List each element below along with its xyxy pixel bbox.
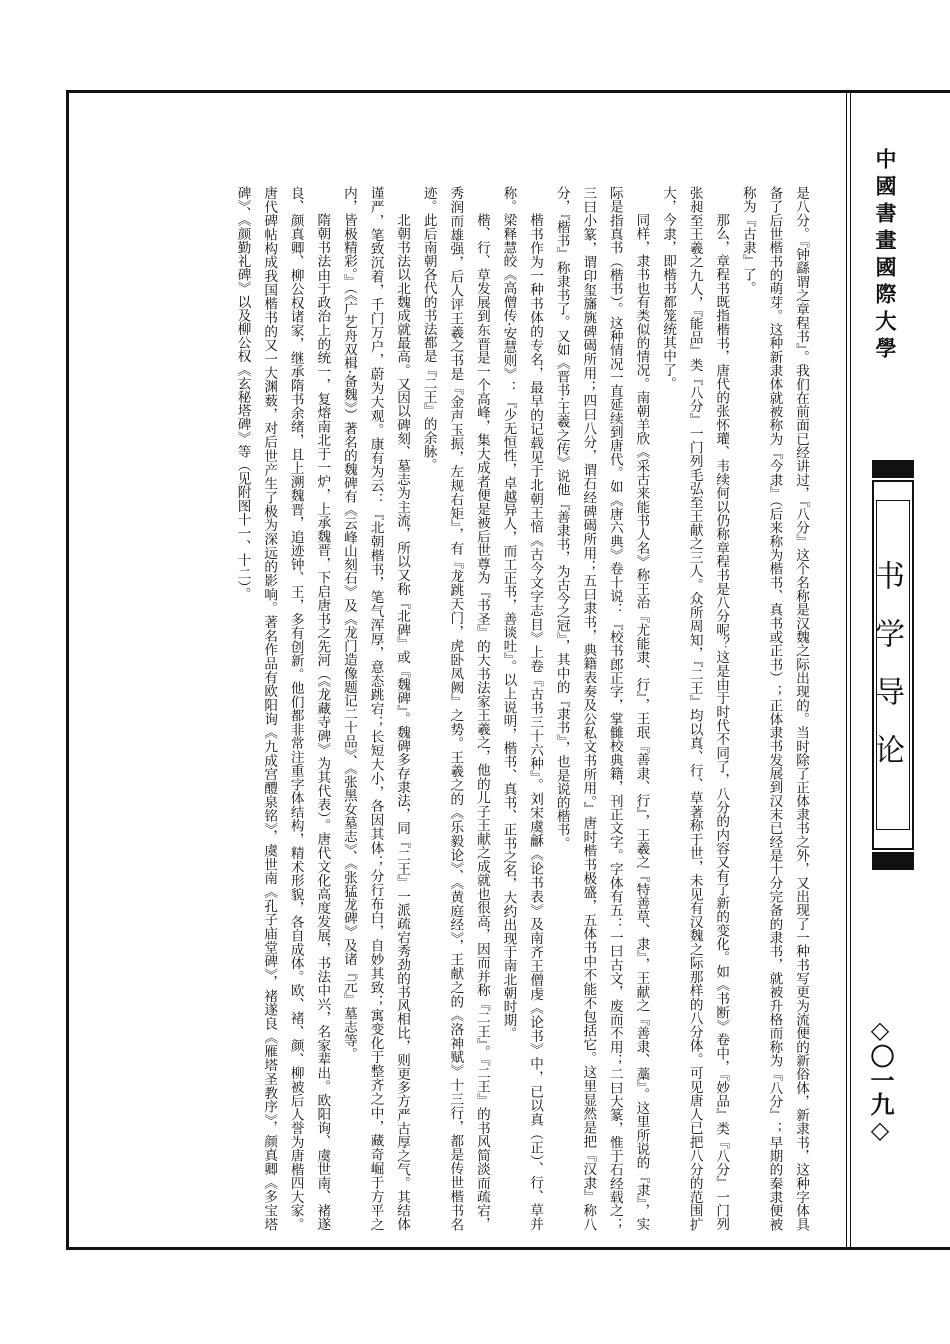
- frame-divider-line-inner: [850, 90, 851, 1250]
- paragraph: 是八分。『钟繇谓之章程书』。我们在前面已经讲过，『八分』这个名称是汉魏之际出现的。当时除了正体隶书之外，又出现了一种书写更为流便的新俗体，新隶书，这种字体具备了后世楷书的萌芽。这种新隶体就被称为『今隶』（后来称为楷书、真书或正书）；正体隶书发展到汉末已经是十分完备的隶书，就被升格而称为『八分』；早期的秦隶便被称为『古隶』了。: [739, 186, 809, 1231]
- university-header: 中國書畫國際大學: [873, 148, 897, 364]
- paragraph: 楷书作为一种书体的专名，最早的记载见于北朝王愔《古今文字志目》上卷『古书三十六种』。刘宋虞龢《论书表》及南齐王僧虔《论书》中，已以真（正）、行、草并称。梁释慧皎《高僧传·安慧则》：『少无恒性，卓越异人，而工正书，善谈吐』。以上说明，楷书、真书、正书之名，大约出现于南北朝时期。: [500, 186, 544, 1231]
- paragraph: 北朝书法以北魏成就最高。又因以碑刻、墓志为主流，所以又称『北碑』或『魏碑』。魏碑多存隶法，同『二王』一派疏宕秀劲的书风相比，则更多方严古厚之气。其结体谨严，笔致沉着，千门万户，蔚为大观。康有为云：『北朝楷书，笔气浑厚，意态跳宕；长短大小，各因其体；分行布白，自妙其致；寓变化于整齐之中，藏奇崛于方平之内，皆极精彩。』（《广艺舟双楫·备魏》）著名的魏碑有《云峰山刻石》及《龙门造像题记二十品》、《张黑女墓志》、《张猛龙碑》及诸『元』墓志等。: [340, 186, 411, 1231]
- paragraph: 那么，章程书既指楷书，唐代的张怀瓘、韦续何以仍称章程书是八分呢？这是由于时代不同了，八分的内容又有了新的变化。如《书断》卷中，『妙品』类『八分』一门列张昶至王羲之九人，『能品』类『八分』一门列毛弘至王献之三人。众所周知，『二王』均以真、行、草著称于世，未见有汉魏之际那样的八分体。可见唐人已把八分的范围扩大，今隶，即楷书都笼统其中了。: [660, 186, 730, 1231]
- paragraph: 隋朝书法由于政治上的统一，复熔南北于一炉，上承魏晋，下启唐书之先河（《龙藏寺碑》为其代表）。唐代文化高度发展，书法中兴，名家辈出。欧阳询、虞世南、褚遂良、颜真卿、柳公权诸家，继承隋书余绪，且上溯魏晋，追迹钟、王，多有创新。他们都非常注重字体结构，精术形貌，各自成体。欧、褚、颜、柳被后人誉为唐楷四大家。唐代碑帖构成我国楷书的又一大渊薮，对后世产生了极为深远的影响。著名作品有欧阳询《九成宫醴泉铭》，虞世南《孔子庙堂碑》，褚遂良《雁塔圣教序》，颜真卿《多宝塔碑》、《颜勤礼碑》以及柳公权《玄秘塔碑》等（见附图十一、十二）。: [234, 186, 331, 1231]
- page-number: ◇〇一九◇: [866, 1016, 894, 1144]
- body-text: [92, 186, 814, 1231]
- frame-divider-line: [846, 90, 847, 1250]
- paragraph: 楷、行、草发展到东晋是一个高峰，集大成者便是被后世尊为『书圣』的大书法家王羲之，他的儿子王献之成就也很高，因而并称『二王』。『二王』的书风简淡而疏宕，秀润而雄强，后人评王羲之书是『金声玉振，左规右矩』，有『龙跳天门，虎卧凤阙』之势。王羲之的《乐毅论》、《黄庭经》，王献之的《洛神赋》十三行，都是传世楷书名迹。此后南朝各代的书法都是『二王』的余脉。: [420, 186, 490, 1231]
- paragraph: 同样，隶书也有类似的情况。南朝羊欣《采古来能书人名》称王治『尤能隶、行』，王珉『善隶、行』，王羲之『特善草、隶』，王献之『善隶、藁』。这里所说的『隶』，实际是指真书（楷书）。这种情况一直延续到唐代。如《唐六典》卷十说：『校书郎正字，掌雠校典籍，刊正文字。字体有五：一曰古文，废而不用；二曰大篆，惟于石经载之；三曰小篆，谓印玺旛旐碑碣所用；四曰八分，谓石经碑碣所用；五曰隶书，典籍表奏及公私文书所用。』唐时楷书极盛，五体书中不能不包括它。这里显然是把『汉隶』称八分，『楷书』称隶书了。又如《晋书·王羲之传》说他『善隶书，为古今之冠』，其中的『隶书』，也是说的楷书。: [553, 186, 650, 1231]
- book-title: 书学导论: [869, 560, 904, 792]
- title-ornament-top: [872, 460, 914, 478]
- title-ornament-bottom: [872, 852, 914, 870]
